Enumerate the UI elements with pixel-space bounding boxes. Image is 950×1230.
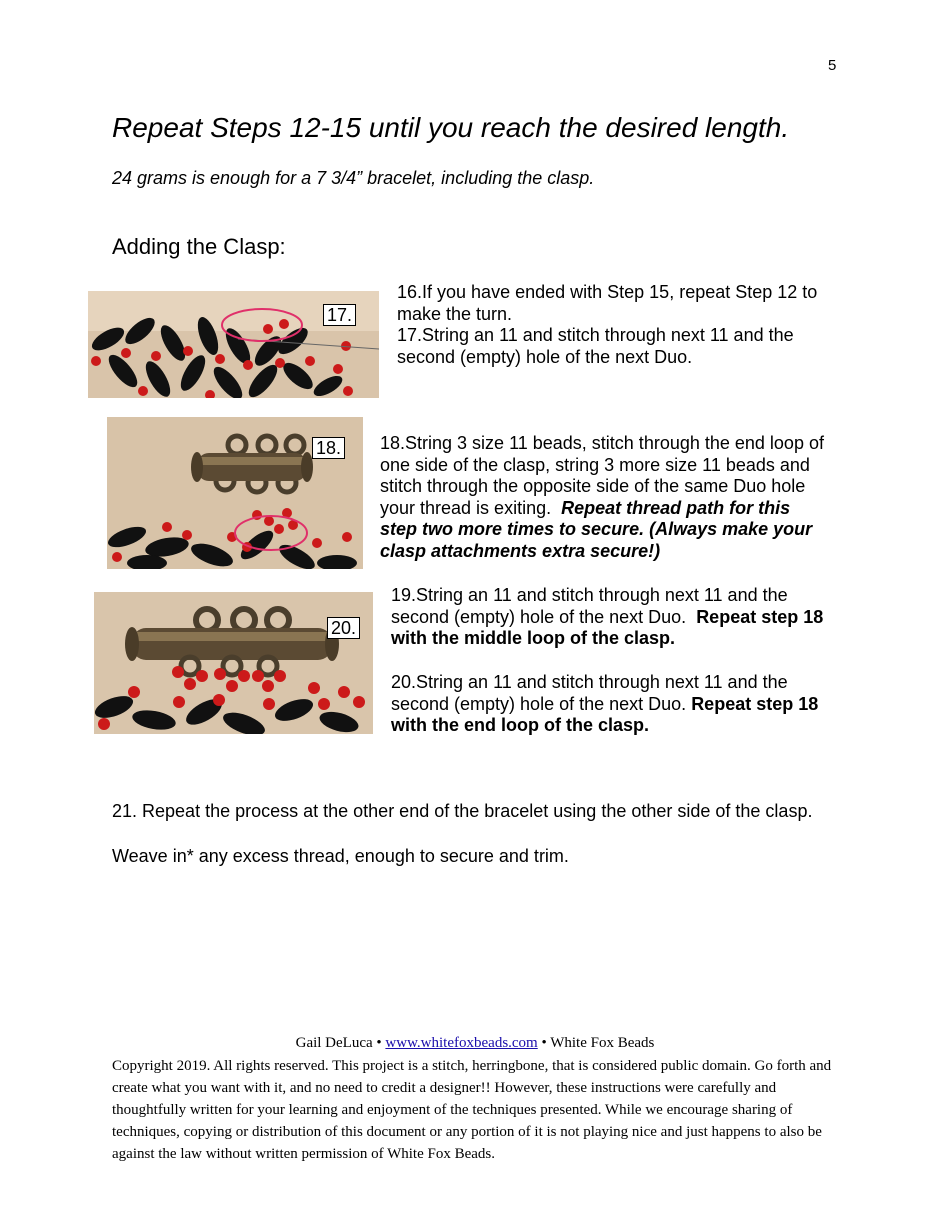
photo-label-20: 20. <box>327 617 360 639</box>
step-18: 18.String 3 size 11 beads, stitch through the end loop of one side of the clasp, string 3 more size 11 beads and stitch through the opposite side of the same Duo hole your thread is exiting. <box>380 433 824 518</box>
step-16-17-text <box>397 282 837 368</box>
page-heading: Repeat Steps 12-15 until you reach the desired length. <box>112 112 790 143</box>
step-19-text <box>391 585 841 650</box>
photo-label-18: 18. <box>312 437 345 459</box>
photo-step-17 <box>88 291 379 398</box>
photo-step-20 <box>94 592 373 734</box>
page-subheading: 24 grams is enough for a 7 3/4” bracelet, including the clasp. <box>112 168 595 188</box>
section-title: Adding the Clasp: <box>112 234 286 259</box>
step-18-text <box>380 433 830 562</box>
step-16: 16.If you have ended with Step 15, repeat Step 12 to make the turn. <box>397 282 818 324</box>
step-19: 19.String an 11 and stitch through next 11 and the second (empty) hole of the next Duo. <box>391 585 788 627</box>
step-19-emphasis: Repeat step 18 with the middle loop of the clasp. <box>391 606 824 648</box>
footer-brand: • White Fox Beads <box>541 1035 655 1051</box>
weave-instruction: Weave in* any excess thread, enough to secure and trim. <box>112 846 569 866</box>
website-link[interactable]: www.whitefoxbeads.com <box>385 1035 538 1051</box>
page-number: 5 <box>828 57 837 74</box>
step-20-emphasis: Repeat step 18 with the end loop of the clasp. <box>391 693 819 735</box>
photo-label-17: 17. <box>323 304 356 326</box>
photo-step-18 <box>107 417 363 569</box>
footer-credit <box>0 1035 950 1052</box>
step-18-emphasis: Repeat thread path for this step two more times to secure. (Always make your clasp attachments extra secure!) <box>380 497 813 561</box>
step-17: 17.String an 11 and stitch through next 11 and the second (empty) hole of the next Duo. <box>397 325 794 367</box>
copyright-notice: Copyright 2019. All rights reserved. This project is a stitch, herringbone, that is considered public domain. Go forth and create what you want with it, and no need to credit a designer!! However, these instructions were carefully and thoughtfully written for your learning and enjoyment of the techniques presented. While we encourage sharing of techniques, copying or distribution of this document or any portion of it is not playing nice and just happens to also be against the law without written permission of White Fox Beads. <box>112 1058 832 1162</box>
step-20: 20.String an 11 and stitch through next 11 and the second (empty) hole of the next Duo. <box>391 672 788 714</box>
step-20-text <box>391 672 841 737</box>
footer-author: Gail DeLuca • <box>295 1035 382 1051</box>
step-21: 21. Repeat the process at the other end of the bracelet using the other side of the clasp. <box>112 801 813 821</box>
